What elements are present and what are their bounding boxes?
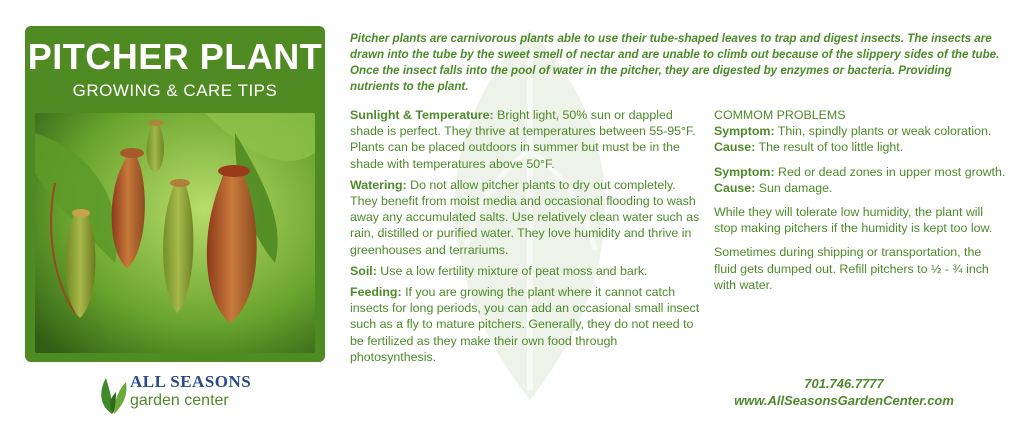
tip-label: Feeding: — [350, 285, 402, 300]
soil-tip — [350, 263, 705, 279]
intro-paragraph: Pitcher plants are carnivorous plants able to use their tube-shaped leaves to trap and digest insects. The insects are drawn into the tube by the sweet smell of nectar and are unable to climb out because of the slippery sides of the tube. Once the insect falls into the pool of water in the pitcher, they are digested by enzymes or bacteria. Providing nutrients to the plant. — [350, 32, 1000, 93]
feeding-tip — [350, 284, 705, 365]
cause-text: The result of too little light. — [755, 140, 904, 155]
tip-label: Watering: — [350, 177, 407, 192]
symptom-text: Thin, spindly plants or weak coloration. — [774, 124, 992, 139]
card-title: PITCHER PLANT — [27, 36, 323, 77]
leaf-logo-icon — [96, 372, 130, 416]
problems-column — [714, 107, 1006, 298]
humidity-note: While they will tolerate low humidity, the plant will stop making pitchers if the humidity is kept too low. — [714, 205, 993, 236]
problems-heading: COMMOM PROBLEMS — [714, 108, 846, 122]
company-logo — [96, 372, 266, 416]
symptom-label: Symptom: — [714, 124, 775, 139]
tip-text: Bright light, 50% sun or dappled shade is perfect. They thrive at temperatures between 55-95°F. Plants can be placed outdoors in summer but must be in the shade with temperatures above 50°F. — [350, 108, 696, 171]
problem-item — [714, 123, 1006, 155]
phone-number: 701.746.7777 — [804, 376, 884, 391]
cause-text: Sun damage. — [755, 180, 833, 195]
contact-info — [714, 375, 974, 409]
tip-text: If you are growing the plant where it cannot catch insects for long periods, you can add an occasional small insect such as a fly to mature pitchers. Generally, they do not need to be fertilized as they make their own food through photosynthesis. — [350, 285, 700, 364]
shipping-note: Sometimes during shipping or transportation, the fluid gets dumped out. Refill pitchers to ½ - ¾ inch with water. — [714, 245, 989, 292]
cause-label: Cause: — [714, 140, 756, 155]
symptom-text: Red or dead zones in upper most growth. — [774, 164, 1006, 179]
cause-label: Cause: — [714, 180, 756, 195]
tip-text: Use a low fertility mixture of peat moss and bark. — [376, 263, 648, 278]
care-tips-column — [350, 107, 705, 370]
tip-label: Soil: — [350, 263, 377, 278]
symptom-label: Symptom: — [714, 164, 775, 179]
tip-label: Sunlight & Temperature: — [350, 108, 494, 122]
problem-item — [714, 164, 1006, 196]
logo-text-all-seasons: ALL SEASONS — [130, 372, 252, 391]
card-subtitle: GROWING & CARE TIPS — [72, 81, 278, 100]
logo-text-garden-center: garden center — [130, 392, 229, 409]
website-link[interactable]: www.AllSeasonsGardenCenter.com — [734, 393, 954, 408]
pitcher-plant-photo — [35, 113, 315, 353]
title-card — [25, 26, 325, 362]
tip-text: Do not allow pitcher plants to dry out completely. They benefit from moist media and occasional flooding to wash away any accumulated salts. Use relatively clean water such as rain, distilled or purified water. They love humidity and thrive in greenhouses and terrariums. — [350, 177, 700, 257]
sunlight-tip — [350, 107, 705, 172]
watering-tip — [350, 177, 705, 258]
